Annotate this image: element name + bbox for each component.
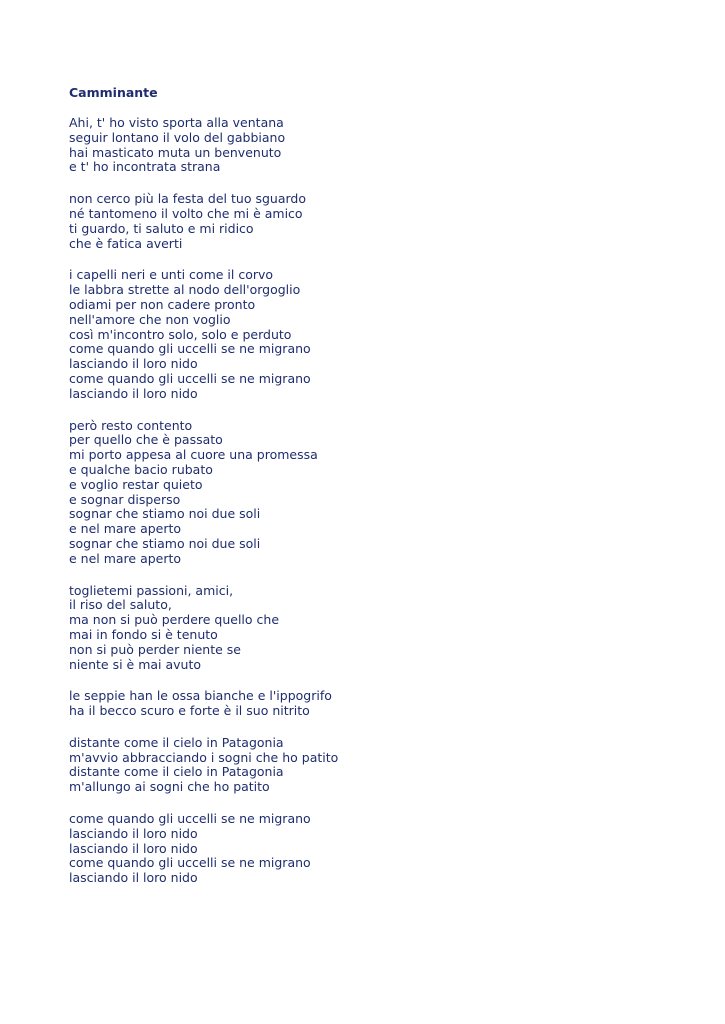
poem-line: come quando gli uccelli se ne migrano (69, 855, 311, 871)
poem-line: e sognar disperso (69, 491, 181, 507)
poem-line: nell'amore che non voglio (69, 311, 231, 327)
poem-line: odiami per non cadere pronto (69, 296, 256, 312)
poem-line: e nel mare aperto (69, 550, 182, 566)
poem-line: ha il becco scuro e forte è il suo nitrito (69, 703, 310, 719)
poem-line: toglietemi passioni, amici, (69, 582, 234, 598)
poem-page (69, 84, 689, 903)
poem-line: seguir lontano il volo del gabbiano (69, 129, 286, 145)
stanza (69, 192, 689, 251)
poem-body (69, 116, 689, 886)
poem-line: sognar che stiamo noi due soli (69, 535, 261, 551)
poem-line: le seppie han le ossa bianche e l'ippogrifo (69, 688, 332, 704)
poem-line: né tantomeno il volto che mi è amico (69, 205, 303, 221)
poem-line: distante come il cielo in Patagonia (69, 764, 284, 780)
poem-line: non si può perder niente se (69, 641, 241, 657)
poem-line: lasciando il loro nido (69, 825, 198, 841)
poem-line: come quando gli uccelli se ne migrano (69, 811, 311, 827)
poem-line: le labbra strette al nodo dell'orgoglio (69, 282, 301, 298)
poem-line: lasciando il loro nido (69, 870, 198, 886)
stanza (69, 268, 689, 401)
poem-line: hai masticato muta un benvenuto (69, 144, 282, 160)
poem-line: sognar che stiamo noi due soli (69, 506, 261, 522)
poem-line: mi porto appesa al cuore una promessa (69, 447, 318, 463)
poem-line: che è fatica averti (69, 235, 183, 251)
poem-title: Camminante (69, 85, 158, 100)
poem-line: Ahi, t' ho visto sporta alla ventana (69, 115, 284, 130)
stanza (69, 419, 689, 567)
stanza (69, 736, 689, 795)
stanza (69, 689, 689, 719)
poem-line: m'allungo ai sogni che ho patito (69, 779, 270, 795)
stanza (69, 812, 689, 886)
poem-line: i capelli neri e unti come il corvo (69, 267, 274, 283)
poem-line: non cerco più la festa del tuo sguardo (69, 191, 306, 207)
poem-line: m'avvio abbracciando i sogni che ho patito (69, 749, 339, 765)
poem-line: però resto contento (69, 417, 193, 433)
poem-line: e t' ho incontrata strana (69, 159, 221, 175)
poem-line: lasciando il loro nido (69, 385, 198, 401)
poem-line: così m'incontro solo, solo e perduto (69, 326, 292, 342)
poem-line: come quando gli uccelli se ne migrano (69, 341, 311, 357)
poem-line: lasciando il loro nido (69, 356, 198, 372)
poem-line: mai in fondo si è tenuto (69, 626, 218, 642)
poem-line: niente si è mai avuto (69, 656, 202, 672)
poem-line: ma non si può perdere quello che (69, 612, 280, 628)
poem-line: lasciando il loro nido (69, 840, 198, 856)
poem-line: e qualche bacio rubato (69, 461, 213, 477)
stanza (69, 584, 689, 673)
poem-line: il riso del saluto, (69, 597, 172, 613)
poem-line: distante come il cielo in Patagonia (69, 734, 284, 750)
stanza (69, 116, 689, 175)
poem-line: per quello che è passato (69, 432, 223, 448)
poem-line: ti guardo, ti saluto e mi ridico (69, 220, 254, 236)
poem-line: e voglio restar quieto (69, 476, 203, 492)
poem-line: e nel mare aperto (69, 521, 182, 537)
poem-line: come quando gli uccelli se ne migrano (69, 370, 311, 386)
